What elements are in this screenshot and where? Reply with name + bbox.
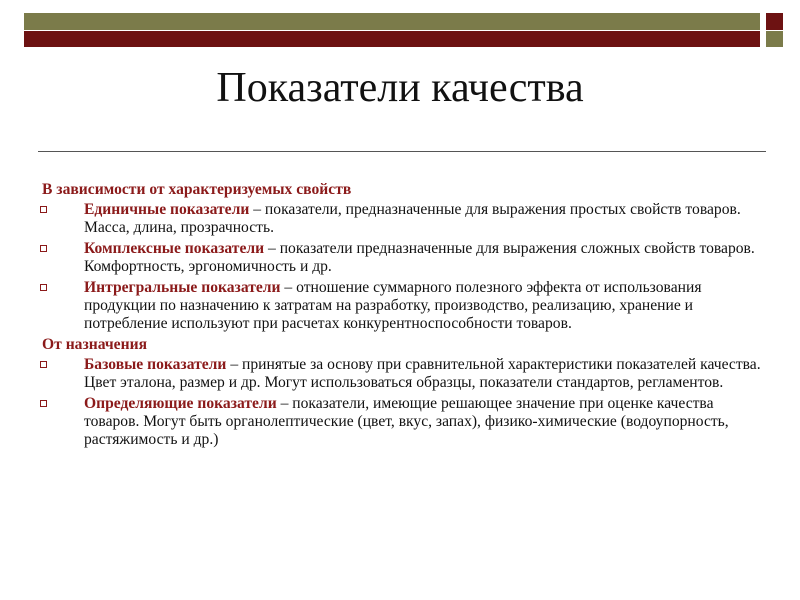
item-term: Определяющие показатели xyxy=(84,395,277,412)
square-bullet-icon xyxy=(40,400,47,407)
item-term: Интрегральные показатели xyxy=(84,279,281,296)
header-square-dark xyxy=(766,13,783,30)
header-square-olive xyxy=(766,31,783,47)
item-text: – показатели, предназначенные для выражения простых свойств товаров. Масса, длина, прозрачность. xyxy=(84,201,741,236)
slide-content xyxy=(38,181,768,452)
list-item xyxy=(38,395,768,449)
list-item xyxy=(38,240,768,276)
item-text: – показатели предназначенные для выражения сложных свойств товаров. Комфортность, эргономичность и др. xyxy=(84,240,755,275)
item-text: – отношение суммарного полезного эффекта от использования продукции по назначению к затратам на разработку, производство, реализацию, хранение и потребление используют при расчетах конкурентноспособности товаров. xyxy=(84,279,702,332)
section-heading-purpose: От назначения xyxy=(42,336,148,353)
item-term: Комплексные показатели xyxy=(84,240,265,257)
item-term: Базовые показатели xyxy=(84,356,227,373)
title-divider xyxy=(38,151,766,152)
list-item xyxy=(38,279,768,333)
list-item xyxy=(38,356,768,392)
square-bullet-icon xyxy=(40,245,47,252)
square-bullet-icon xyxy=(40,284,47,291)
section-heading-properties: В зависимости от характеризуемых свойств xyxy=(42,181,352,198)
item-term: Единичные показатели xyxy=(84,201,250,218)
item-text: – принятые за основу при сравнительной характеристики показателей качества. Цвет эталона, размер и др. Могут использоваться образцы, показатели стандартов, регламентов. xyxy=(84,356,761,391)
slide-title: Показатели качества xyxy=(216,65,584,111)
list-item xyxy=(38,201,768,237)
header-bar-dark xyxy=(24,31,760,47)
item-text: – показатели, имеющие решающее значение при оценке качества товаров. Могут быть органолептические (цвет, вкус, запах), физико-химические (водоупорность, растяжимость и др.) xyxy=(84,395,729,448)
square-bullet-icon xyxy=(40,206,47,213)
header-bar-olive xyxy=(24,13,760,30)
square-bullet-icon xyxy=(40,361,47,368)
